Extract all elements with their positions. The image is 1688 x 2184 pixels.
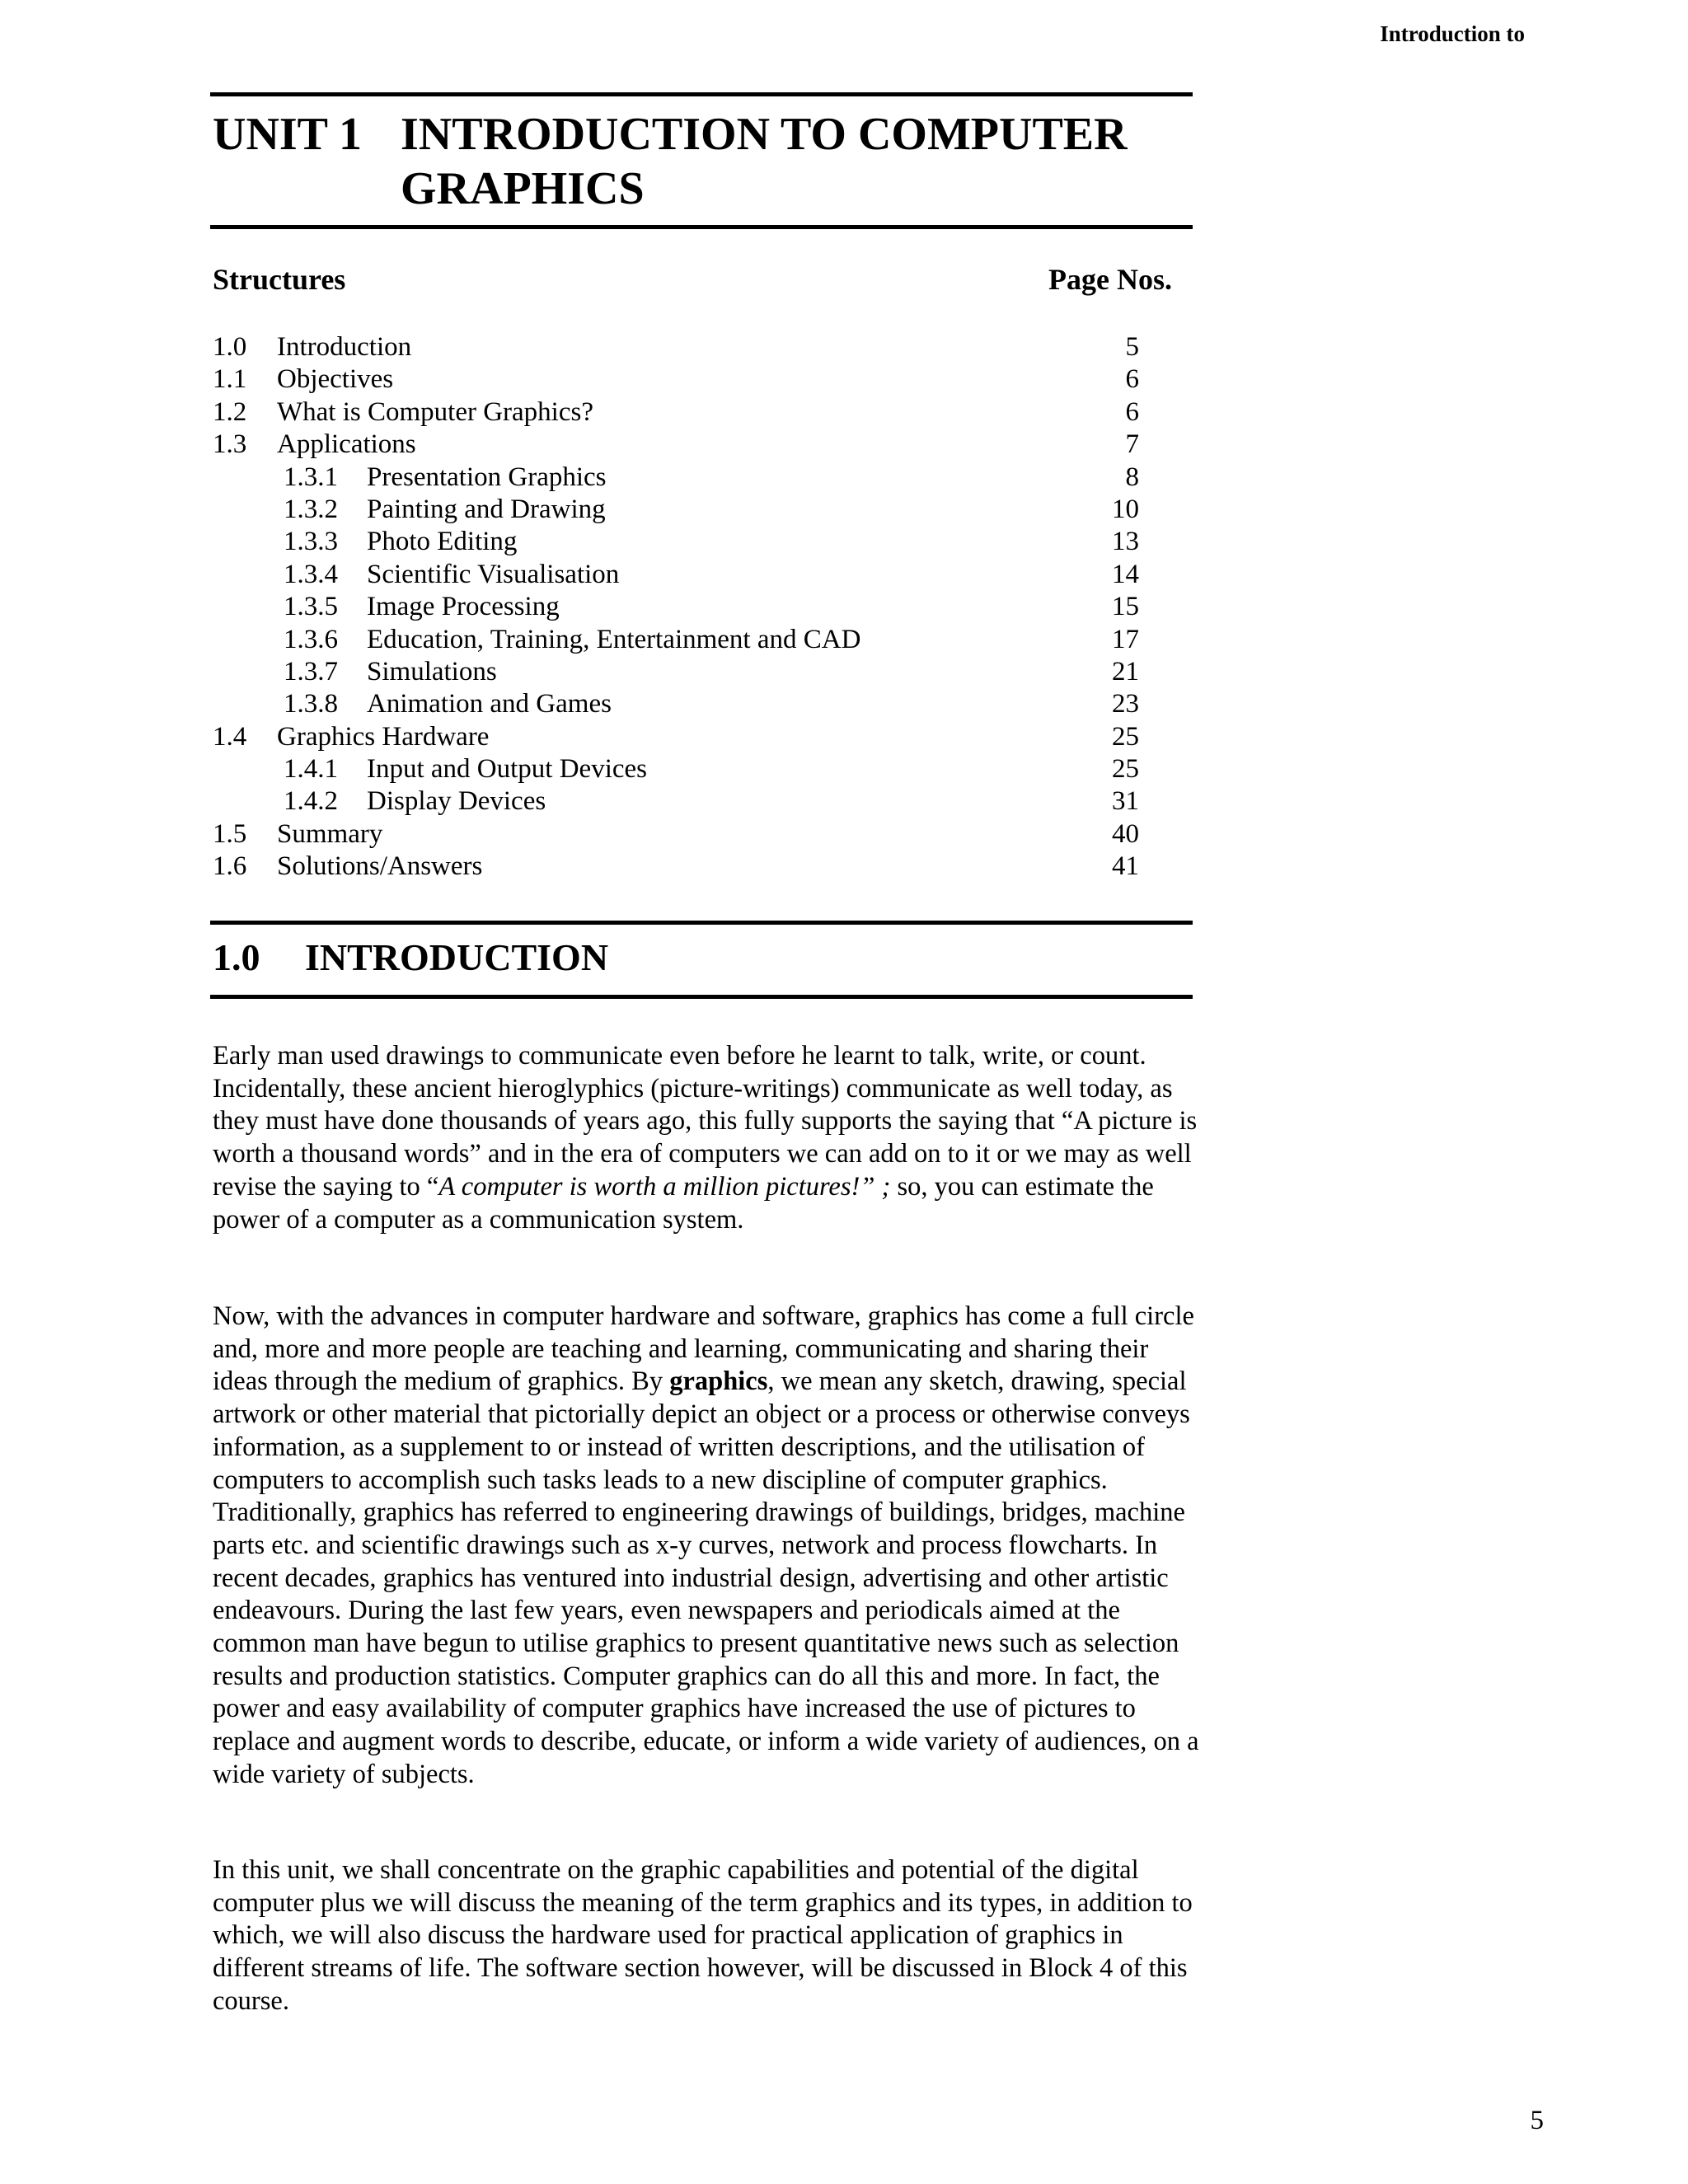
toc-entry <box>213 363 1139 396</box>
toc-entry-number: 1.3.5 <box>284 592 338 622</box>
toc-entry <box>213 396 1139 429</box>
toc-entry-label: Painting and Drawing <box>367 494 606 524</box>
unit-label: UNIT 1 <box>213 109 363 160</box>
toc-entry <box>213 688 1139 720</box>
toc-entry-page: 23 <box>1112 689 1139 719</box>
toc-entry-number: 1.3 <box>213 429 247 460</box>
table-of-contents <box>213 331 1139 883</box>
toc-entry-page: 5 <box>1125 332 1139 362</box>
toc-entry-page: 41 <box>1112 851 1139 882</box>
toc-entry-label: Image Processing <box>367 592 560 622</box>
toc-entry-label: Introduction <box>277 332 412 362</box>
intro-paragraph-2 <box>213 1301 1202 1792</box>
toc-entry <box>213 559 1139 591</box>
toc-entry <box>213 429 1139 461</box>
toc-entry <box>213 462 1139 494</box>
unit-title <box>213 107 1128 216</box>
paragraph-2-bold-term: graphics <box>669 1366 768 1397</box>
toc-entry-number: 1.3.8 <box>284 689 338 719</box>
toc-entry-label: Display Devices <box>367 786 546 817</box>
toc-entry-number: 1.1 <box>213 364 247 395</box>
toc-entry-number: 1.3.6 <box>284 624 338 654</box>
toc-entry-number: 1.3.3 <box>284 527 338 557</box>
title-bottom-rule <box>210 225 1193 229</box>
toc-entry-page: 31 <box>1112 786 1139 817</box>
toc-entry-label: Scientific Visualisation <box>367 559 620 589</box>
paragraph-2-text-end: , we mean any sketch, drawing, special artwork or other material that pictorially depict an object or a process or otherwise conveys information, as a supplement to or instead of written descriptions, and the utilisation of computers to accomplish such tasks leads to a new discipline of computer graphics. Traditionally, graphics has referred to engineering drawings of buildings, bridges, machine parts etc. and scientific drawings such as x-y curves, network and process flowcharts. In recent decades, graphics has ventured into industrial design, advertising and other artistic endeavours. During the last few years, even newspapers and periodicals aimed at the common man have begun to utilise graphics to present quantitative news such as selection results and production statistics. Computer graphics can do all this and more. In fact, the power and easy availability of computer graphics have increased the use of pictures to replace and augment words to describe, educate, or inform a wide variety of audiences, on a wide variety of subjects. <box>213 1366 1199 1789</box>
toc-entry-page: 21 <box>1112 656 1139 687</box>
toc-entry-page: 8 <box>1125 462 1139 492</box>
toc-entry-label: Graphics Hardware <box>277 721 490 752</box>
paragraph-1-text: Early man used drawings to communicate even before he learnt to talk, write, or count. Incidentally, these ancient hieroglyphics (picture-writings) communicate as well today, as they must have done thousands of years ago, this fully supports the saying that “A picture is worth a thousand words” and in the era of computers we can add on to it or we may as well revise the saying to “ <box>213 1041 1198 1202</box>
toc-entry-label: Input and Output Devices <box>367 754 648 785</box>
unit-title-line2: GRAPHICS <box>401 163 645 214</box>
toc-entry-number: 1.4.1 <box>284 754 338 785</box>
toc-entry <box>213 526 1139 558</box>
toc-entry-page: 25 <box>1112 721 1139 752</box>
section-top-rule <box>210 921 1193 925</box>
toc-entry-label: Objectives <box>277 364 394 395</box>
toc-entry-page: 40 <box>1112 818 1139 849</box>
toc-entry <box>213 494 1139 526</box>
toc-entry-page: 7 <box>1125 429 1139 460</box>
toc-entry <box>213 851 1139 883</box>
page-number: 5 <box>1530 2106 1544 2135</box>
toc-entry-number: 1.4 <box>213 721 247 752</box>
toc-entry-number: 1.6 <box>213 851 247 882</box>
toc-entry-label: Applications <box>277 429 416 460</box>
toc-entry-page: 13 <box>1112 527 1139 557</box>
toc-entry-label: Summary <box>277 818 383 849</box>
toc-entry-number: 1.3.1 <box>284 462 338 492</box>
toc-entry-number: 1.0 <box>213 332 247 362</box>
section-number: 1.0 <box>213 936 260 978</box>
toc-entry-number: 1.3.7 <box>284 656 338 687</box>
toc-entry-page: 6 <box>1125 396 1139 427</box>
toc-entry <box>213 818 1139 851</box>
toc-entry-label: Education, Training, Entertainment and CAD <box>367 624 861 654</box>
toc-entry-page: 6 <box>1125 364 1139 395</box>
intro-paragraph-1 <box>213 1040 1202 1236</box>
section-bottom-rule <box>210 995 1193 999</box>
toc-entry <box>213 753 1139 785</box>
toc-entry-number: 1.3.2 <box>284 494 338 524</box>
toc-entry-number: 1.3.4 <box>284 559 338 589</box>
toc-entry-label: Animation and Games <box>367 689 612 719</box>
title-top-rule <box>210 92 1193 96</box>
toc-entry-label: Photo Editing <box>367 527 518 557</box>
toc-entry-page: 25 <box>1112 754 1139 785</box>
toc-entry-label: Presentation Graphics <box>367 462 607 492</box>
toc-entry-page: 15 <box>1112 592 1139 622</box>
paragraph-1-text-end: so, you can estimate the power of a computer as a communication system. <box>213 1171 1154 1235</box>
toc-heading-page-nos: Page Nos. <box>1048 263 1172 296</box>
paragraph-2-text: Now, with the advances in computer hardware and software, graphics has come a full circle and, more and more people are teaching and learning, communicating and sharing their ideas through the medium of graphics. By <box>213 1301 1194 1397</box>
toc-entry <box>213 656 1139 688</box>
toc-entry <box>213 624 1139 656</box>
section-title: INTRODUCTION <box>305 936 609 978</box>
toc-entry-number: 1.4.2 <box>284 786 338 817</box>
section-heading <box>213 935 608 979</box>
running-header: Introduction to <box>1380 21 1525 46</box>
paragraph-1-italic-quote: A computer is worth a million pictures!” ; <box>438 1171 891 1202</box>
toc-entry <box>213 591 1139 623</box>
toc-entry <box>213 331 1139 363</box>
toc-entry-page: 17 <box>1112 624 1139 654</box>
toc-entry-label: Simulations <box>367 656 497 687</box>
toc-entry-page: 10 <box>1112 494 1139 524</box>
toc-entry <box>213 721 1139 753</box>
toc-heading-structures: Structures <box>213 263 346 296</box>
toc-entry-number: 1.5 <box>213 818 247 849</box>
toc-entry-label: Solutions/Answers <box>277 851 483 882</box>
intro-paragraph-3: In this unit, we shall concentrate on the graphic capabilities and potential of the digital computer plus we will discuss the meaning of the term graphics and its types, in addition to which, we will also discuss the hardware used for practical application of graphics in different streams of life. The software section however, will be discussed in Block 4 of this course. <box>213 1855 1193 2016</box>
toc-entry-label: What is Computer Graphics? <box>277 396 593 427</box>
toc-entry-page: 14 <box>1112 559 1139 589</box>
toc-entry <box>213 785 1139 818</box>
toc-entry-number: 1.2 <box>213 396 247 427</box>
unit-title-line1: INTRODUCTION TO COMPUTER <box>401 109 1128 160</box>
